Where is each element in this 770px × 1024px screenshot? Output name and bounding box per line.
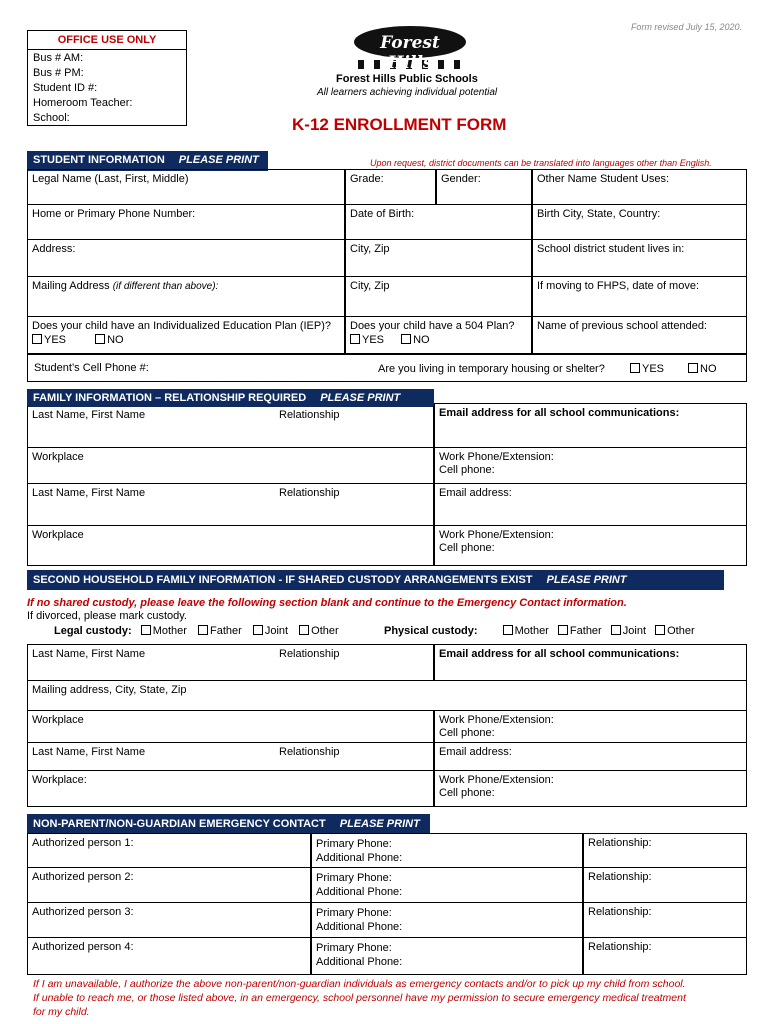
authorized-relationship-3-label: Relationship: (588, 906, 652, 918)
office-line-school: School: (33, 112, 70, 124)
physical-custody-row (384, 625, 695, 637)
gender-label: Gender: (441, 173, 481, 185)
second-relationship-1-label: Relationship (279, 648, 340, 660)
authorized-person-1-field[interactable] (27, 833, 311, 868)
plan-504-question: Does your child have a 504 Plan? (350, 320, 515, 332)
authorized-phone-3-field[interactable] (311, 902, 583, 938)
authorized-relationship-4-field[interactable] (583, 937, 747, 975)
second-cell-2-label: Cell phone: (439, 787, 495, 799)
legal-father-label: Father (210, 625, 242, 637)
moving-date-label: If moving to FHPS, date of move: (537, 280, 700, 292)
authorized-person-2-label: Authorized person 2: (32, 871, 134, 883)
second-name-2-field[interactable] (27, 742, 434, 771)
family-section-header (27, 389, 434, 407)
family-name-2-label: Last Name, First Name (32, 487, 146, 499)
school-district-field[interactable] (532, 239, 747, 277)
physical-other-checkbox[interactable] (655, 625, 665, 635)
authorized-relationship-3-field[interactable] (583, 902, 747, 938)
second-email-2-field[interactable] (434, 742, 747, 771)
student-cell-label: Student’s Cell Phone #: (34, 362, 149, 374)
primary-phone-3-label: Primary Phone: (316, 907, 392, 919)
authorization-line-2: If unable to reach me, or those listed above, in an emergency, school personnel have my permission to secure emergency medical treatment (33, 992, 686, 1004)
primary-phone-4-label: Primary Phone: (316, 942, 392, 954)
moving-date-field[interactable] (532, 276, 747, 317)
family-please-print: PLEASE PRINT (320, 392, 401, 404)
family-work-phone-2-field[interactable] (434, 525, 747, 566)
office-line-homeroom: Homeroom Teacher: (33, 97, 133, 109)
family-work-phone-1-field[interactable] (434, 447, 747, 484)
additional-phone-2-label: Additional Phone: (316, 886, 403, 898)
mailing-address-label: Mailing Address (32, 280, 110, 292)
authorization-line-1: If I am unavailable, I authorize the above non-parent/non-guardian individuals as emergency contacts and/or to pick up my child from school. (33, 978, 686, 990)
please-print-label: PLEASE PRINT (178, 154, 259, 166)
authorized-relationship-2-label: Relationship: (588, 871, 652, 883)
emergency-section-title: NON-PARENT/NON-GUARDIAN EMERGENCY CONTACT (33, 818, 326, 830)
district-name: Forest Hills Public Schools (336, 73, 478, 85)
legal-joint-checkbox[interactable] (253, 625, 263, 635)
physical-mother-checkbox[interactable] (503, 625, 513, 635)
authorized-person-2-field[interactable] (27, 867, 311, 903)
family-relationship-2-label: Relationship (279, 487, 340, 499)
physical-mother-label: Mother (514, 625, 549, 637)
district-logo (350, 22, 470, 73)
legal-name-field[interactable] (27, 169, 345, 205)
emergency-section-header (27, 814, 430, 834)
housing-no-label: NO (700, 363, 717, 375)
iep-no-label: NO (107, 334, 124, 346)
second-work-phone-1-label: Work Phone/Extension: (439, 714, 554, 726)
emergency-please-print: PLEASE PRINT (339, 818, 420, 830)
second-relationship-2-label: Relationship (279, 746, 340, 758)
family-email-1-field[interactable] (434, 403, 747, 448)
family-cell-1-label: Cell phone: (439, 464, 495, 476)
address-label: Address: (32, 243, 76, 255)
second-please-print: PLEASE PRINT (546, 574, 627, 586)
physical-joint-label: Joint (622, 625, 647, 637)
mailing-city-zip-field[interactable] (345, 276, 532, 317)
physical-father-checkbox[interactable] (558, 625, 568, 635)
mailing-address-field[interactable] (27, 276, 345, 317)
mailing-address-note: (if different than above): (112, 281, 219, 292)
second-work-phone-2-label: Work Phone/Extension: (439, 774, 554, 786)
second-cell-1-label: Cell phone: (439, 727, 495, 739)
iep-field (27, 316, 345, 354)
additional-phone-3-label: Additional Phone: (316, 921, 403, 933)
previous-school-field[interactable] (532, 316, 747, 354)
plan-504-no-label: NO (413, 334, 430, 346)
birth-city-field[interactable] (532, 204, 747, 240)
second-email-1-label: Email address for all school communications: (439, 648, 680, 660)
office-line-bus-pm: Bus # PM: (33, 67, 84, 79)
family-relationship-1-label: Relationship (279, 409, 340, 421)
plan-504-field (345, 316, 532, 354)
plan-504-no-checkbox[interactable] (401, 334, 411, 344)
authorized-relationship-1-label: Relationship: (588, 837, 652, 849)
primary-phone-2-label: Primary Phone: (316, 872, 392, 884)
authorized-person-3-field[interactable] (27, 902, 311, 938)
family-email-1-label: Email address for all school communications: (439, 407, 680, 419)
office-use-title: OFFICE USE ONLY (28, 33, 186, 50)
authorized-relationship-1-field[interactable] (583, 833, 747, 868)
legal-other-checkbox[interactable] (299, 625, 309, 635)
physical-other-label: Other (667, 625, 695, 637)
dob-field[interactable] (345, 204, 532, 240)
housing-question: Are you living in temporary housing or shelter? (378, 363, 605, 375)
second-household-header (27, 570, 724, 590)
family-email-2-label: Email address: (439, 487, 512, 499)
second-workplace-2-label: Workplace: (32, 774, 87, 786)
student-cell-row (27, 354, 747, 382)
other-name-field[interactable] (532, 169, 747, 205)
family-name-1-label: Last Name, First Name (32, 409, 146, 421)
grade-label: Grade: (350, 173, 384, 185)
family-workplace-1-label: Workplace (32, 451, 84, 463)
logo-script-text: Forest Hills (380, 33, 440, 73)
second-mailing-field[interactable] (27, 680, 747, 711)
second-work-phone-1-field[interactable] (434, 710, 747, 743)
translate-note: Upon request, district documents can be translated into languages other than English. (370, 158, 712, 168)
authorized-person-3-label: Authorized person 3: (32, 906, 134, 918)
address-field[interactable] (27, 239, 345, 277)
mailing-city-zip-label: City, Zip (350, 280, 390, 292)
second-email-1-field[interactable] (434, 644, 747, 681)
family-name-1-field[interactable] (27, 406, 434, 448)
second-name-2-label: Last Name, First Name (32, 746, 146, 758)
family-workplace-1-field[interactable] (27, 447, 434, 484)
family-work-phone-1-label: Work Phone/Extension: (439, 451, 554, 463)
housing-no-checkbox[interactable] (688, 363, 698, 373)
second-household-title: SECOND HOUSEHOLD FAMILY INFORMATION - IF SHARED CUSTODY ARRANGEMENTS EXIST (33, 574, 533, 586)
authorized-phone-1-field[interactable] (311, 833, 583, 868)
legal-joint-label: Joint (264, 625, 289, 637)
physical-custody-label: Physical custody: (384, 625, 478, 637)
student-section-header (27, 151, 268, 171)
iep-yes-checkbox[interactable] (32, 334, 42, 344)
city-zip-label: City, Zip (350, 243, 390, 255)
dob-label: Date of Birth: (350, 208, 415, 220)
legal-other-label: Other (311, 625, 339, 637)
authorization-line-3: for my child. (33, 1006, 90, 1018)
second-work-phone-2-field[interactable] (434, 770, 747, 807)
second-name-1-label: Last Name, First Name (32, 648, 146, 660)
iep-no-checkbox[interactable] (95, 334, 105, 344)
legal-father-checkbox[interactable] (198, 625, 208, 635)
school-district-label: School district student lives in: (537, 243, 685, 255)
family-section-title: FAMILY INFORMATION – RELATIONSHIP REQUIRED (33, 392, 307, 404)
housing-yes-checkbox[interactable] (630, 363, 640, 373)
additional-phone-4-label: Additional Phone: (316, 956, 403, 968)
authorized-phone-2-field[interactable] (311, 867, 583, 903)
second-name-1-field[interactable] (27, 644, 434, 681)
family-name-2-field[interactable] (27, 483, 434, 526)
family-workplace-2-field[interactable] (27, 525, 434, 566)
gender-field[interactable] (436, 169, 532, 205)
family-cell-2-label: Cell phone: (439, 542, 495, 554)
student-section-title: STUDENT INFORMATION (33, 154, 165, 166)
district-tagline: All learners achieving individual potential (317, 87, 498, 98)
office-use-box (27, 30, 187, 126)
second-workplace-1-label: Workplace (32, 714, 84, 726)
authorized-person-4-field[interactable] (27, 937, 311, 975)
iep-question: Does your child have an Individualized Education Plan (IEP)? (32, 320, 332, 332)
authorized-relationship-2-field[interactable] (583, 867, 747, 903)
plan-504-yes-label: YES (362, 334, 385, 346)
primary-phone-1-label: Primary Phone: (316, 838, 392, 850)
iep-yes-label: YES (44, 334, 67, 346)
divorced-note: If divorced, please mark custody. (27, 610, 187, 622)
legal-mother-checkbox[interactable] (141, 625, 151, 635)
legal-mother-label: Mother (152, 625, 187, 637)
no-shared-custody-note: If no shared custody, please leave the following section blank and continue to the Emergency Contact information. (27, 597, 627, 609)
legal-name-label: Legal Name (Last, First, Middle) (32, 173, 189, 185)
second-workplace-2-field[interactable] (27, 770, 434, 807)
city-zip-field[interactable] (345, 239, 532, 277)
authorized-phone-4-field[interactable] (311, 937, 583, 975)
previous-school-label: Name of previous school attended: (537, 320, 707, 332)
other-name-label: Other Name Student Uses: (537, 173, 670, 185)
legal-custody-row (54, 625, 339, 637)
revised-date: Form revised July 15, 2020. (630, 22, 742, 32)
authorized-relationship-4-label: Relationship: (588, 941, 652, 953)
physical-father-label: Father (569, 625, 602, 637)
form-title: K-12 ENROLLMENT FORM (292, 115, 507, 134)
family-workplace-2-label: Workplace (32, 529, 84, 541)
phone-label: Home or Primary Phone Number: (32, 208, 196, 220)
authorized-person-1-label: Authorized person 1: (32, 837, 134, 849)
physical-joint-checkbox[interactable] (611, 625, 621, 635)
office-line-student-id: Student ID #: (33, 82, 98, 94)
additional-phone-1-label: Additional Phone: (316, 852, 403, 864)
office-line-bus-am: Bus # AM: (33, 52, 84, 64)
grade-field[interactable] (345, 169, 436, 205)
birth-city-label: Birth City, State, Country: (537, 208, 661, 220)
plan-504-yes-checkbox[interactable] (350, 334, 360, 344)
authorization-statement (33, 977, 753, 1019)
legal-custody-label: Legal custody: (54, 625, 132, 637)
authorized-person-4-label: Authorized person 4: (32, 941, 134, 953)
housing-yes-label: YES (642, 363, 665, 375)
second-mailing-label: Mailing address, City, State, Zip (32, 684, 187, 696)
second-workplace-1-field[interactable] (27, 710, 434, 743)
family-work-phone-2-label: Work Phone/Extension: (439, 529, 554, 541)
phone-field[interactable] (27, 204, 345, 240)
family-email-2-field[interactable] (434, 483, 747, 526)
second-email-2-label: Email address: (439, 746, 512, 758)
